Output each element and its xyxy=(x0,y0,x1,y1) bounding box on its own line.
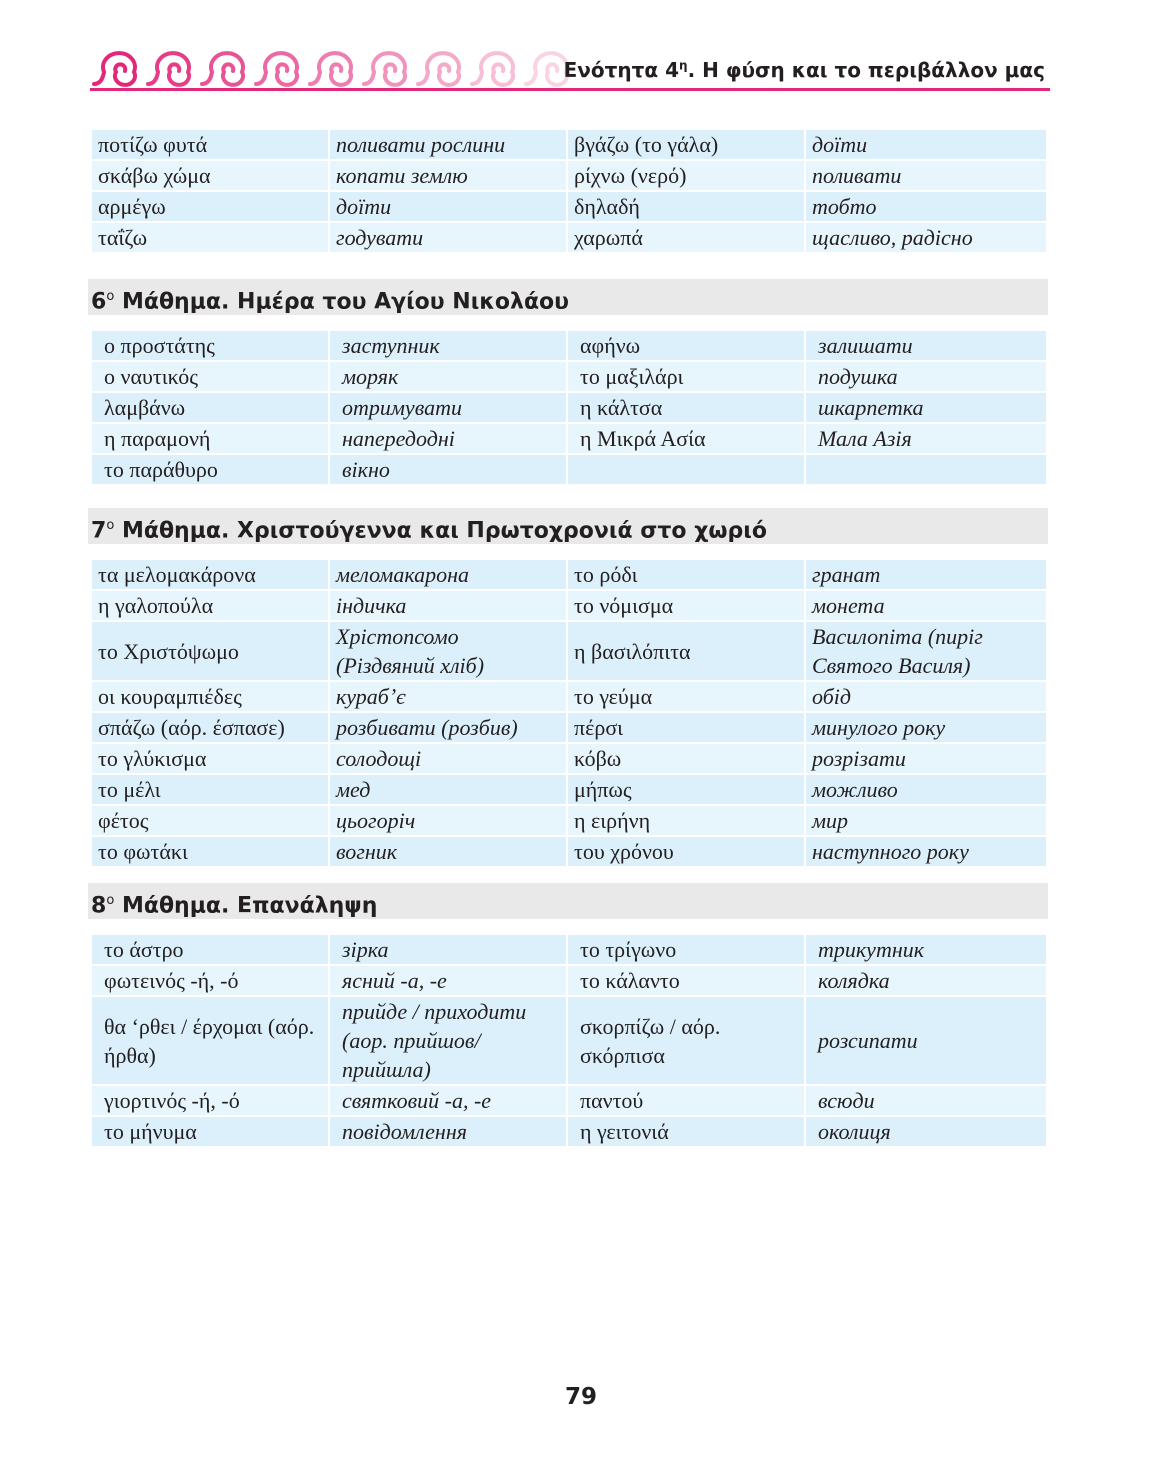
section-6-heading: $6^o$ Μάθημα. Ημέρα του Αγίου Νικολάου xyxy=(88,279,1048,315)
vocabulary-row xyxy=(92,331,1046,360)
greek-word: η γειτονιά xyxy=(568,1117,804,1146)
ukrainian-translation: мед xyxy=(330,775,566,804)
vocabulary-row xyxy=(92,682,1046,711)
ukrainian-translation: Мала Азія xyxy=(806,424,1046,453)
ukrainian-translation: зірка xyxy=(330,935,566,964)
wave-scroll xyxy=(256,53,297,85)
wave-scroll xyxy=(202,53,243,85)
greek-word: σκορπίζω / αόρ. σκόρπισα xyxy=(568,997,804,1084)
ukrainian-translation: доїти xyxy=(330,192,566,221)
ukrainian-translation: поливати xyxy=(806,161,1046,190)
greek-word: αφήνω xyxy=(568,331,804,360)
ukrainian-translation: тобто xyxy=(806,192,1046,221)
chapter-title: Ενότητα $4^\eta$. Η φύση και το περιβάλλον μας xyxy=(563,58,1045,82)
greek-word: το κάλαντο xyxy=(568,966,804,995)
greek-word: το γλύκισμα xyxy=(92,744,328,773)
ukrainian-translation: монета xyxy=(806,591,1046,620)
greek-word: το μήνυμα xyxy=(92,1117,328,1146)
wave-scroll xyxy=(148,53,189,85)
vocabulary-table-intro xyxy=(90,128,1048,254)
greek-wave-ornament-icon xyxy=(90,50,590,88)
vocabulary-row xyxy=(92,997,1046,1084)
ukrainian-translation: трикутник xyxy=(806,935,1046,964)
greek-word: σκάβω χώμα xyxy=(92,161,328,190)
vocabulary-row xyxy=(92,161,1046,190)
greek-word: η παραμονή xyxy=(92,424,328,453)
vocabulary-row xyxy=(92,591,1046,620)
greek-word: φωτεινός -ή, -ό xyxy=(92,966,328,995)
ukrainian-translation: всюди xyxy=(806,1086,1046,1115)
greek-word: φέτος xyxy=(92,806,328,835)
vocabulary-row xyxy=(92,713,1046,742)
vocabulary-row xyxy=(92,192,1046,221)
greek-word: το μέλι xyxy=(92,775,328,804)
ukrainian-translation: околиця xyxy=(806,1117,1046,1146)
vocabulary-row xyxy=(92,130,1046,159)
vocabulary-row xyxy=(92,393,1046,422)
vocabulary-row xyxy=(92,935,1046,964)
vocabulary-table-section-6 xyxy=(90,329,1048,486)
ukrainian-translation: індичка xyxy=(330,591,566,620)
wave-scroll xyxy=(472,53,513,85)
ukrainian-translation: Василопіта (пиріг Святого Василя) xyxy=(806,622,1046,680)
vocabulary-row xyxy=(92,1117,1046,1146)
greek-word: το μαξιλάρι xyxy=(568,362,804,391)
ukrainian-translation: отримувати xyxy=(330,393,566,422)
page-number: 79 xyxy=(564,1384,597,1410)
greek-word: μήπως xyxy=(568,775,804,804)
greek-word: το ρόδι xyxy=(568,560,804,589)
ukrainian-translation: вікно xyxy=(330,455,566,484)
greek-word: γιορτινός -ή, -ό xyxy=(92,1086,328,1115)
ukrainian-translation: гранат xyxy=(806,560,1046,589)
ukrainian-translation: залишати xyxy=(806,331,1046,360)
greek-word: δηλαδή xyxy=(568,192,804,221)
ukrainian-translation: заступник xyxy=(330,331,566,360)
greek-word: η ειρήνη xyxy=(568,806,804,835)
ukrainian-translation: розрізати xyxy=(806,744,1046,773)
wave-scroll xyxy=(310,53,351,85)
greek-word: ρίχνω (νερό) xyxy=(568,161,804,190)
greek-word: πέρσι xyxy=(568,713,804,742)
greek-word: η γαλοπούλα xyxy=(92,591,328,620)
ukrainian-translation: доїти xyxy=(806,130,1046,159)
header-divider xyxy=(90,88,1050,91)
greek-word: του χρόνου xyxy=(568,837,804,866)
ukrainian-translation: святковий -а, -е xyxy=(330,1086,566,1115)
vocabulary-row xyxy=(92,966,1046,995)
ukrainian-translation: подушка xyxy=(806,362,1046,391)
vocabulary-row xyxy=(92,223,1046,252)
ukrainian-translation: розсипати xyxy=(806,997,1046,1084)
vocabulary-table-section-8 xyxy=(90,933,1048,1148)
ukrainian-translation: шкарпетка xyxy=(806,393,1046,422)
ukrainian-translation: годувати xyxy=(330,223,566,252)
greek-word: παντού xyxy=(568,1086,804,1115)
greek-word: βγάζω (το γάλα) xyxy=(568,130,804,159)
ukrainian-translation: обід xyxy=(806,682,1046,711)
section-8-heading: $8^o$ Μάθημα. Επανάληψη xyxy=(88,883,1048,919)
greek-word: αρμέγω xyxy=(92,192,328,221)
section-7-heading: $7^o$ Μάθημα. Χριστούγεννα και Πρωτοχρονιά στο χωριό xyxy=(88,508,1048,544)
greek-word: ο ναυτικός xyxy=(92,362,328,391)
ukrainian-translation: курабʼє xyxy=(330,682,566,711)
greek-word: λαμβάνω xyxy=(92,393,328,422)
ukrainian-translation: можливо xyxy=(806,775,1046,804)
ukrainian-translation: вогник xyxy=(330,837,566,866)
wave-scroll xyxy=(364,53,405,85)
greek-word: ποτίζω φυτά xyxy=(92,130,328,159)
vocabulary-table-section-7 xyxy=(90,558,1048,868)
ukrainian-translation: колядка xyxy=(806,966,1046,995)
ukrainian-translation: минулого року xyxy=(806,713,1046,742)
vocabulary-row xyxy=(92,455,1046,484)
greek-word: σπάζω (αόρ. έσπασε) xyxy=(92,713,328,742)
vocabulary-row xyxy=(92,560,1046,589)
wave-scroll xyxy=(418,53,459,85)
page-header xyxy=(90,44,1050,94)
greek-word: χαρωπά xyxy=(568,223,804,252)
greek-word: η βασιλόπιτα xyxy=(568,622,804,680)
greek-word xyxy=(568,455,804,484)
wave-scroll xyxy=(526,53,567,85)
vocabulary-row xyxy=(92,837,1046,866)
vocabulary-row xyxy=(92,622,1046,680)
vocabulary-row xyxy=(92,362,1046,391)
vocabulary-row xyxy=(92,806,1046,835)
ukrainian-translation: мир xyxy=(806,806,1046,835)
vocabulary-row xyxy=(92,424,1046,453)
ukrainian-translation: поливати рослини xyxy=(330,130,566,159)
greek-word: ταΐζω xyxy=(92,223,328,252)
vocabulary-row xyxy=(92,744,1046,773)
ukrainian-translation: солодощі xyxy=(330,744,566,773)
ukrainian-translation: ясний -а, -е xyxy=(330,966,566,995)
ukrainian-translation: щасливо, радісно xyxy=(806,223,1046,252)
ukrainian-translation: моряк xyxy=(330,362,566,391)
ukrainian-translation: наступного року xyxy=(806,837,1046,866)
greek-word: η κάλτσα xyxy=(568,393,804,422)
greek-word: η Μικρά Ασία xyxy=(568,424,804,453)
greek-word: το τρίγωνο xyxy=(568,935,804,964)
ukrainian-translation: меломакарона xyxy=(330,560,566,589)
greek-word: το γεύμα xyxy=(568,682,804,711)
greek-word: το παράθυρο xyxy=(92,455,328,484)
greek-word: οι κουραμπιέδες xyxy=(92,682,328,711)
greek-word: ο προστάτης xyxy=(92,331,328,360)
ukrainian-translation: напередодні xyxy=(330,424,566,453)
greek-word: τα μελομακάρονα xyxy=(92,560,328,589)
vocabulary-row xyxy=(92,775,1046,804)
ukrainian-translation: Хрістопсомо (Різдвяний хліб) xyxy=(330,622,566,680)
vocabulary-row xyxy=(92,1086,1046,1115)
ukrainian-translation: повідомлення xyxy=(330,1117,566,1146)
greek-word: το Χριστόψωμο xyxy=(92,622,328,680)
greek-word: κόβω xyxy=(568,744,804,773)
wave-scroll xyxy=(94,53,135,85)
greek-word: θα ‘ρθει / έρχομαι (αόρ. ήρθα) xyxy=(92,997,328,1084)
ukrainian-translation: розбивати (розбив) xyxy=(330,713,566,742)
ukrainian-translation: цьогоріч xyxy=(330,806,566,835)
ukrainian-translation: копати землю xyxy=(330,161,566,190)
ukrainian-translation: прийде / приходити (аор. прийшов/ прийшла) xyxy=(330,997,566,1084)
ukrainian-translation xyxy=(806,455,1046,484)
greek-word: το άστρο xyxy=(92,935,328,964)
greek-word: το νόμισμα xyxy=(568,591,804,620)
greek-word: το φωτάκι xyxy=(92,837,328,866)
